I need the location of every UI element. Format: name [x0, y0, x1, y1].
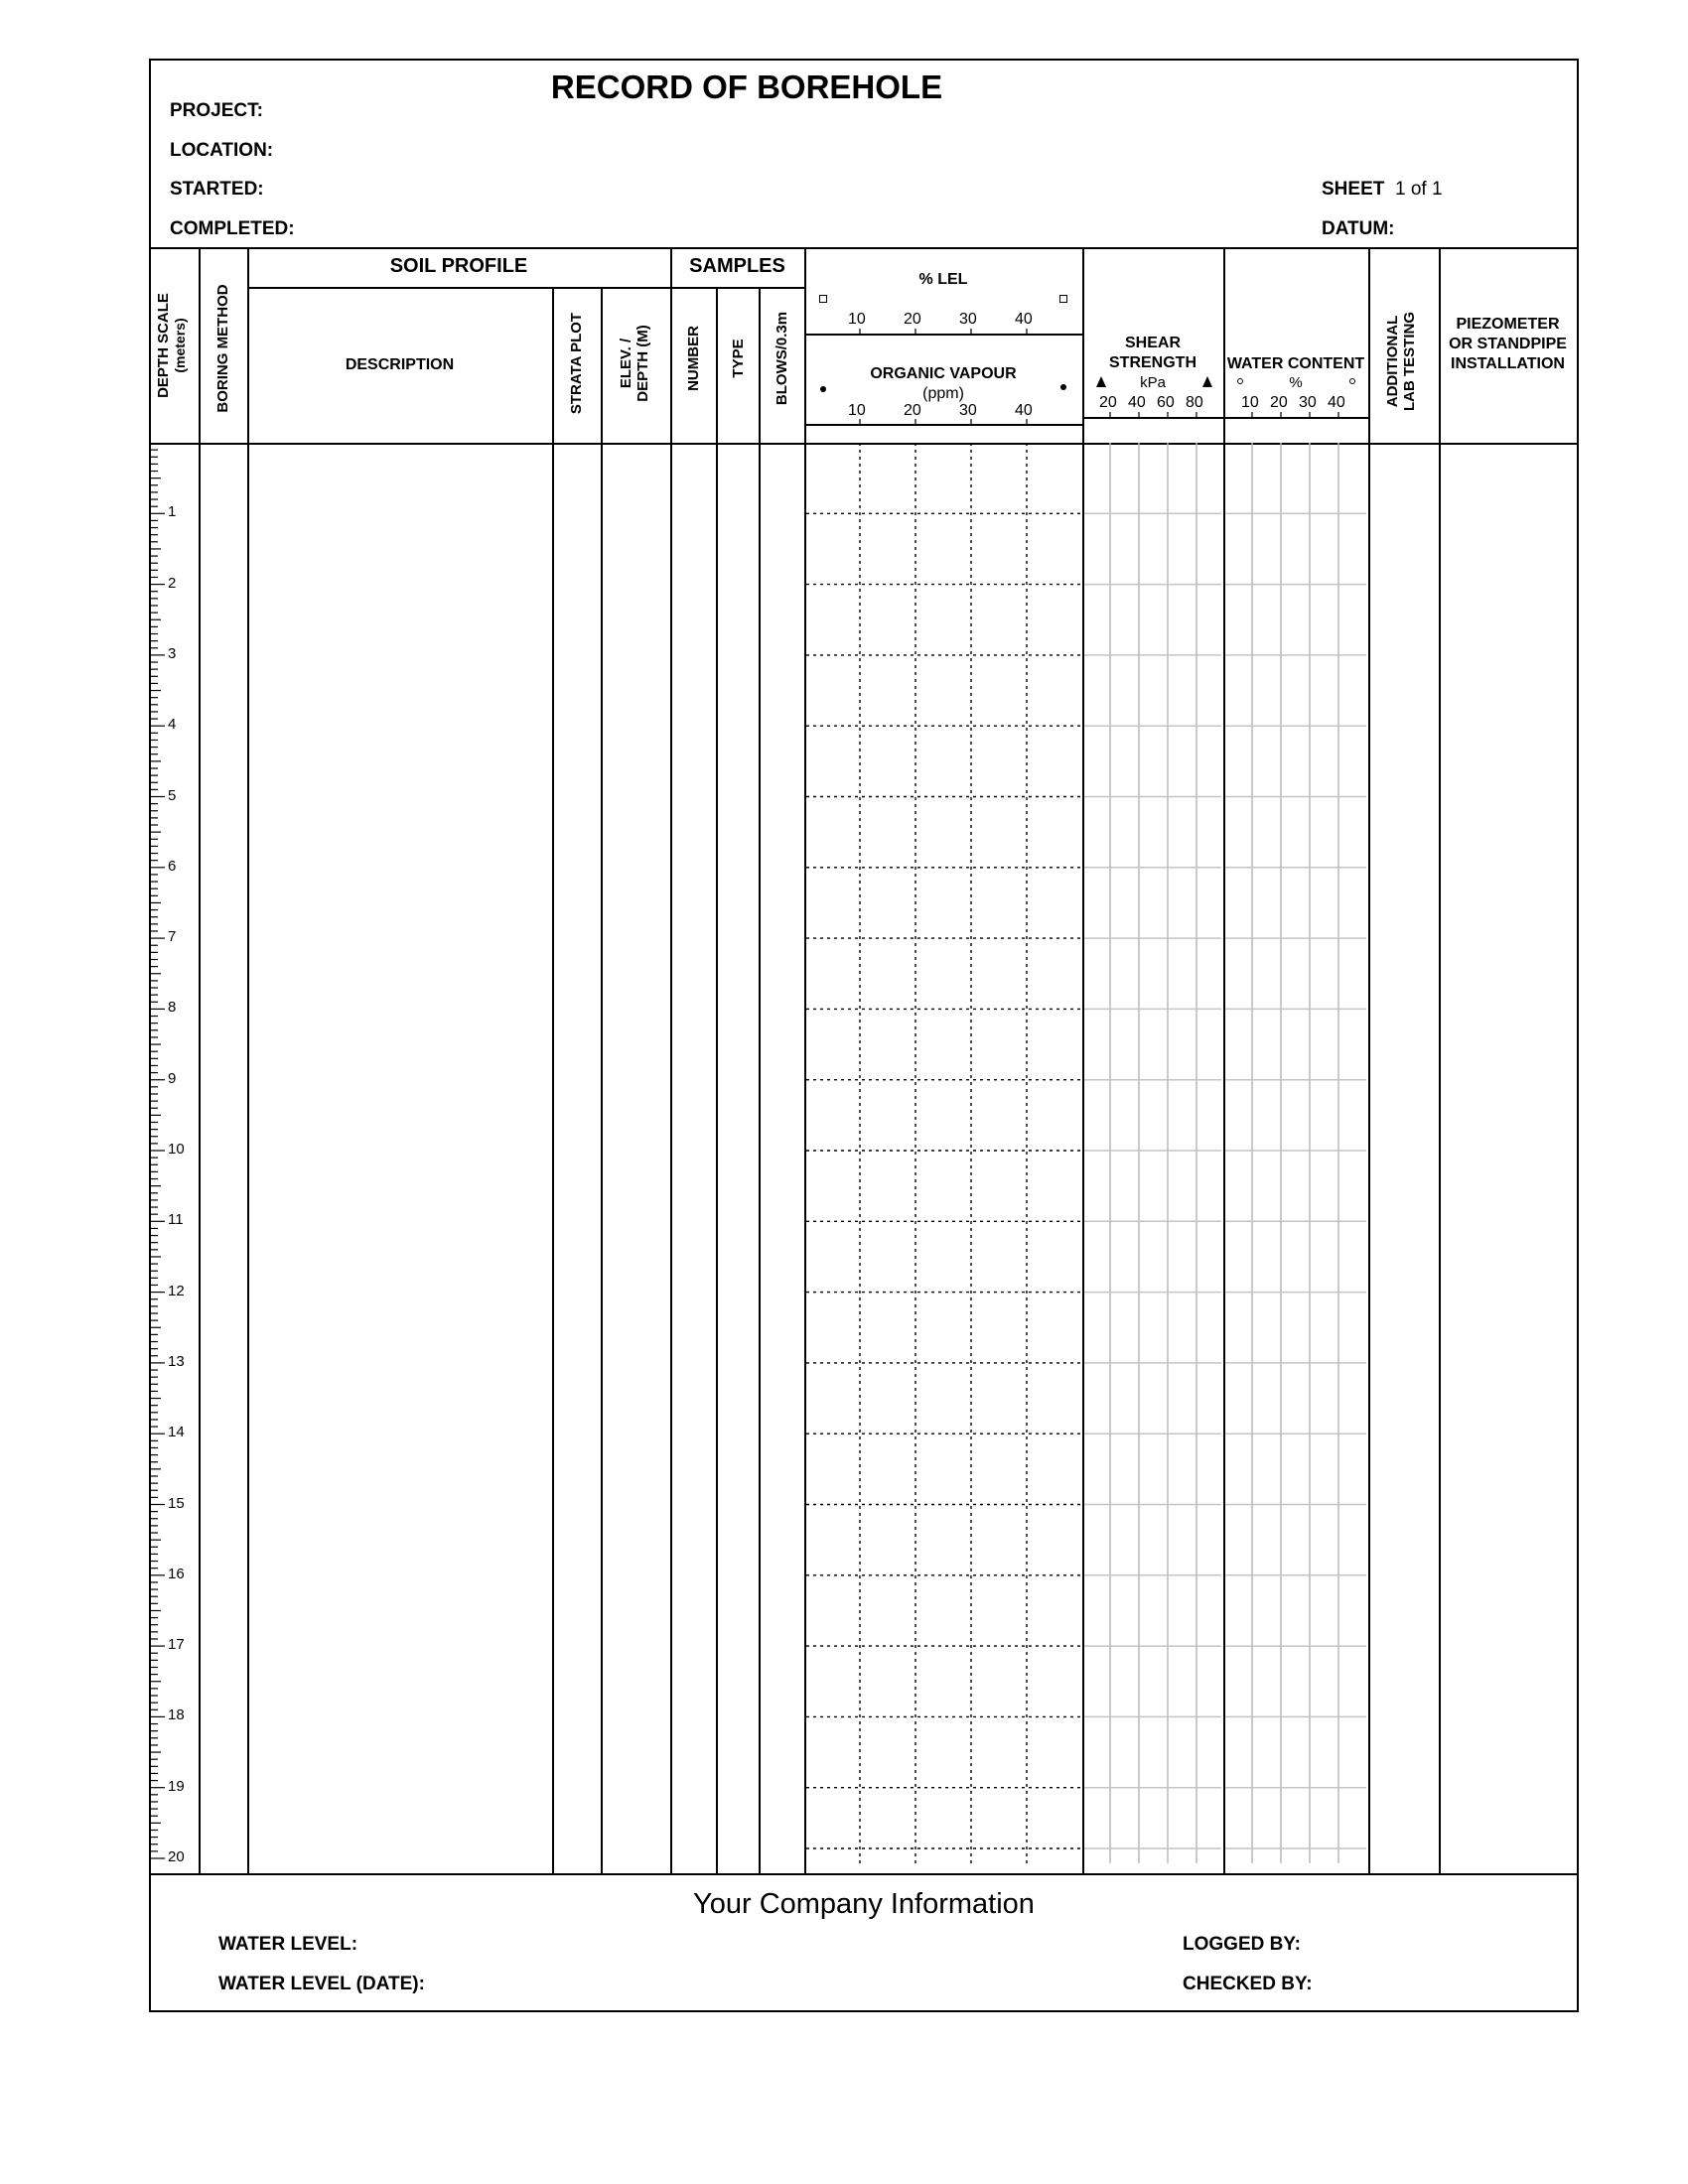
depth-label: 6 [168, 857, 177, 875]
description-header: DESCRIPTION [345, 356, 455, 373]
checked-by-label: CHECKED BY: [1183, 1974, 1313, 1994]
depth-label: 19 [168, 1777, 185, 1795]
depth-label: 16 [168, 1565, 185, 1582]
depth-label: 14 [168, 1424, 185, 1441]
sheet-label: SHEET [1322, 179, 1385, 200]
depth-label: 5 [168, 786, 177, 804]
shear-tick-labels: 20 40 60 80 [1099, 394, 1203, 411]
shear-strength-title: SHEAR STRENGTH [1109, 335, 1196, 371]
datum-label: DATUM: [1322, 218, 1395, 239]
project-label: PROJECT: [170, 100, 263, 121]
sample-type-header: TYPE [730, 339, 747, 378]
borehole-log-sheet [149, 59, 1579, 2012]
completed-label: COMPLETED: [170, 218, 295, 239]
sample-number-header: NUMBER [685, 326, 702, 391]
depth-label: 10 [168, 1141, 185, 1158]
depth-label: 12 [168, 1282, 185, 1299]
additional-lab-testing-header: ADDITIONAL LAB TESTING [1384, 312, 1418, 411]
page-title: RECORD OF BOREHOLE [550, 68, 943, 105]
depth-label: 15 [168, 1494, 185, 1512]
started-label: STARTED: [170, 179, 264, 200]
depth-label: 9 [168, 1069, 177, 1087]
water-content-units: % [1289, 374, 1303, 391]
blows-header: BLOWS/0.3m [774, 311, 790, 406]
depth-label: 20 [168, 1848, 185, 1865]
depth-label: 7 [168, 928, 177, 946]
log-body-grid [151, 61, 1577, 2010]
boring-method-header: BORING METHOD [214, 284, 231, 413]
depth-label: 2 [168, 574, 177, 592]
location-label: LOCATION: [170, 140, 274, 161]
soil-profile-header: SOIL PROFILE [389, 255, 528, 277]
water-content-title: WATER CONTENT [1226, 355, 1365, 372]
elev-depth-header: ELEV. / DEPTH (M) [618, 325, 651, 402]
organic-vapour-title: ORGANIC VAPOUR [870, 365, 1017, 382]
strata-plot-header: STRATA PLOT [568, 312, 585, 415]
depth-label: 8 [168, 999, 177, 1017]
vapour-tick-labels: 10 20 30 40 [848, 402, 1033, 419]
depth-label: 13 [168, 1352, 185, 1370]
samples-header: SAMPLES [689, 255, 785, 277]
piezometer-header: PIEZOMETER OR STANDPIPE INSTALLATION [1449, 316, 1567, 372]
water-level-label: WATER LEVEL: [218, 1934, 358, 1955]
sheet-value: 1 of 1 [1395, 179, 1443, 200]
water-tick-labels: 10 20 30 40 [1241, 394, 1345, 411]
company-information: Your Company Information [693, 1888, 1035, 1920]
shear-units: kPa [1140, 374, 1166, 391]
lel-tick-labels: 10 20 30 40 [848, 311, 1033, 328]
depth-label: 17 [168, 1636, 185, 1654]
lel-title: % LEL [918, 271, 968, 288]
depth-label: 11 [168, 1211, 184, 1229]
depth-scale-header: DEPTH SCALE (meters) [155, 293, 188, 398]
depth-label: 1 [168, 503, 177, 521]
organic-vapour-units: (ppm) [922, 385, 964, 402]
depth-label: 4 [168, 716, 177, 734]
water-level-date-label: WATER LEVEL (DATE): [218, 1974, 425, 1994]
logged-by-label: LOGGED BY: [1183, 1934, 1301, 1955]
depth-label: 3 [168, 644, 177, 662]
depth-label: 18 [168, 1706, 185, 1724]
